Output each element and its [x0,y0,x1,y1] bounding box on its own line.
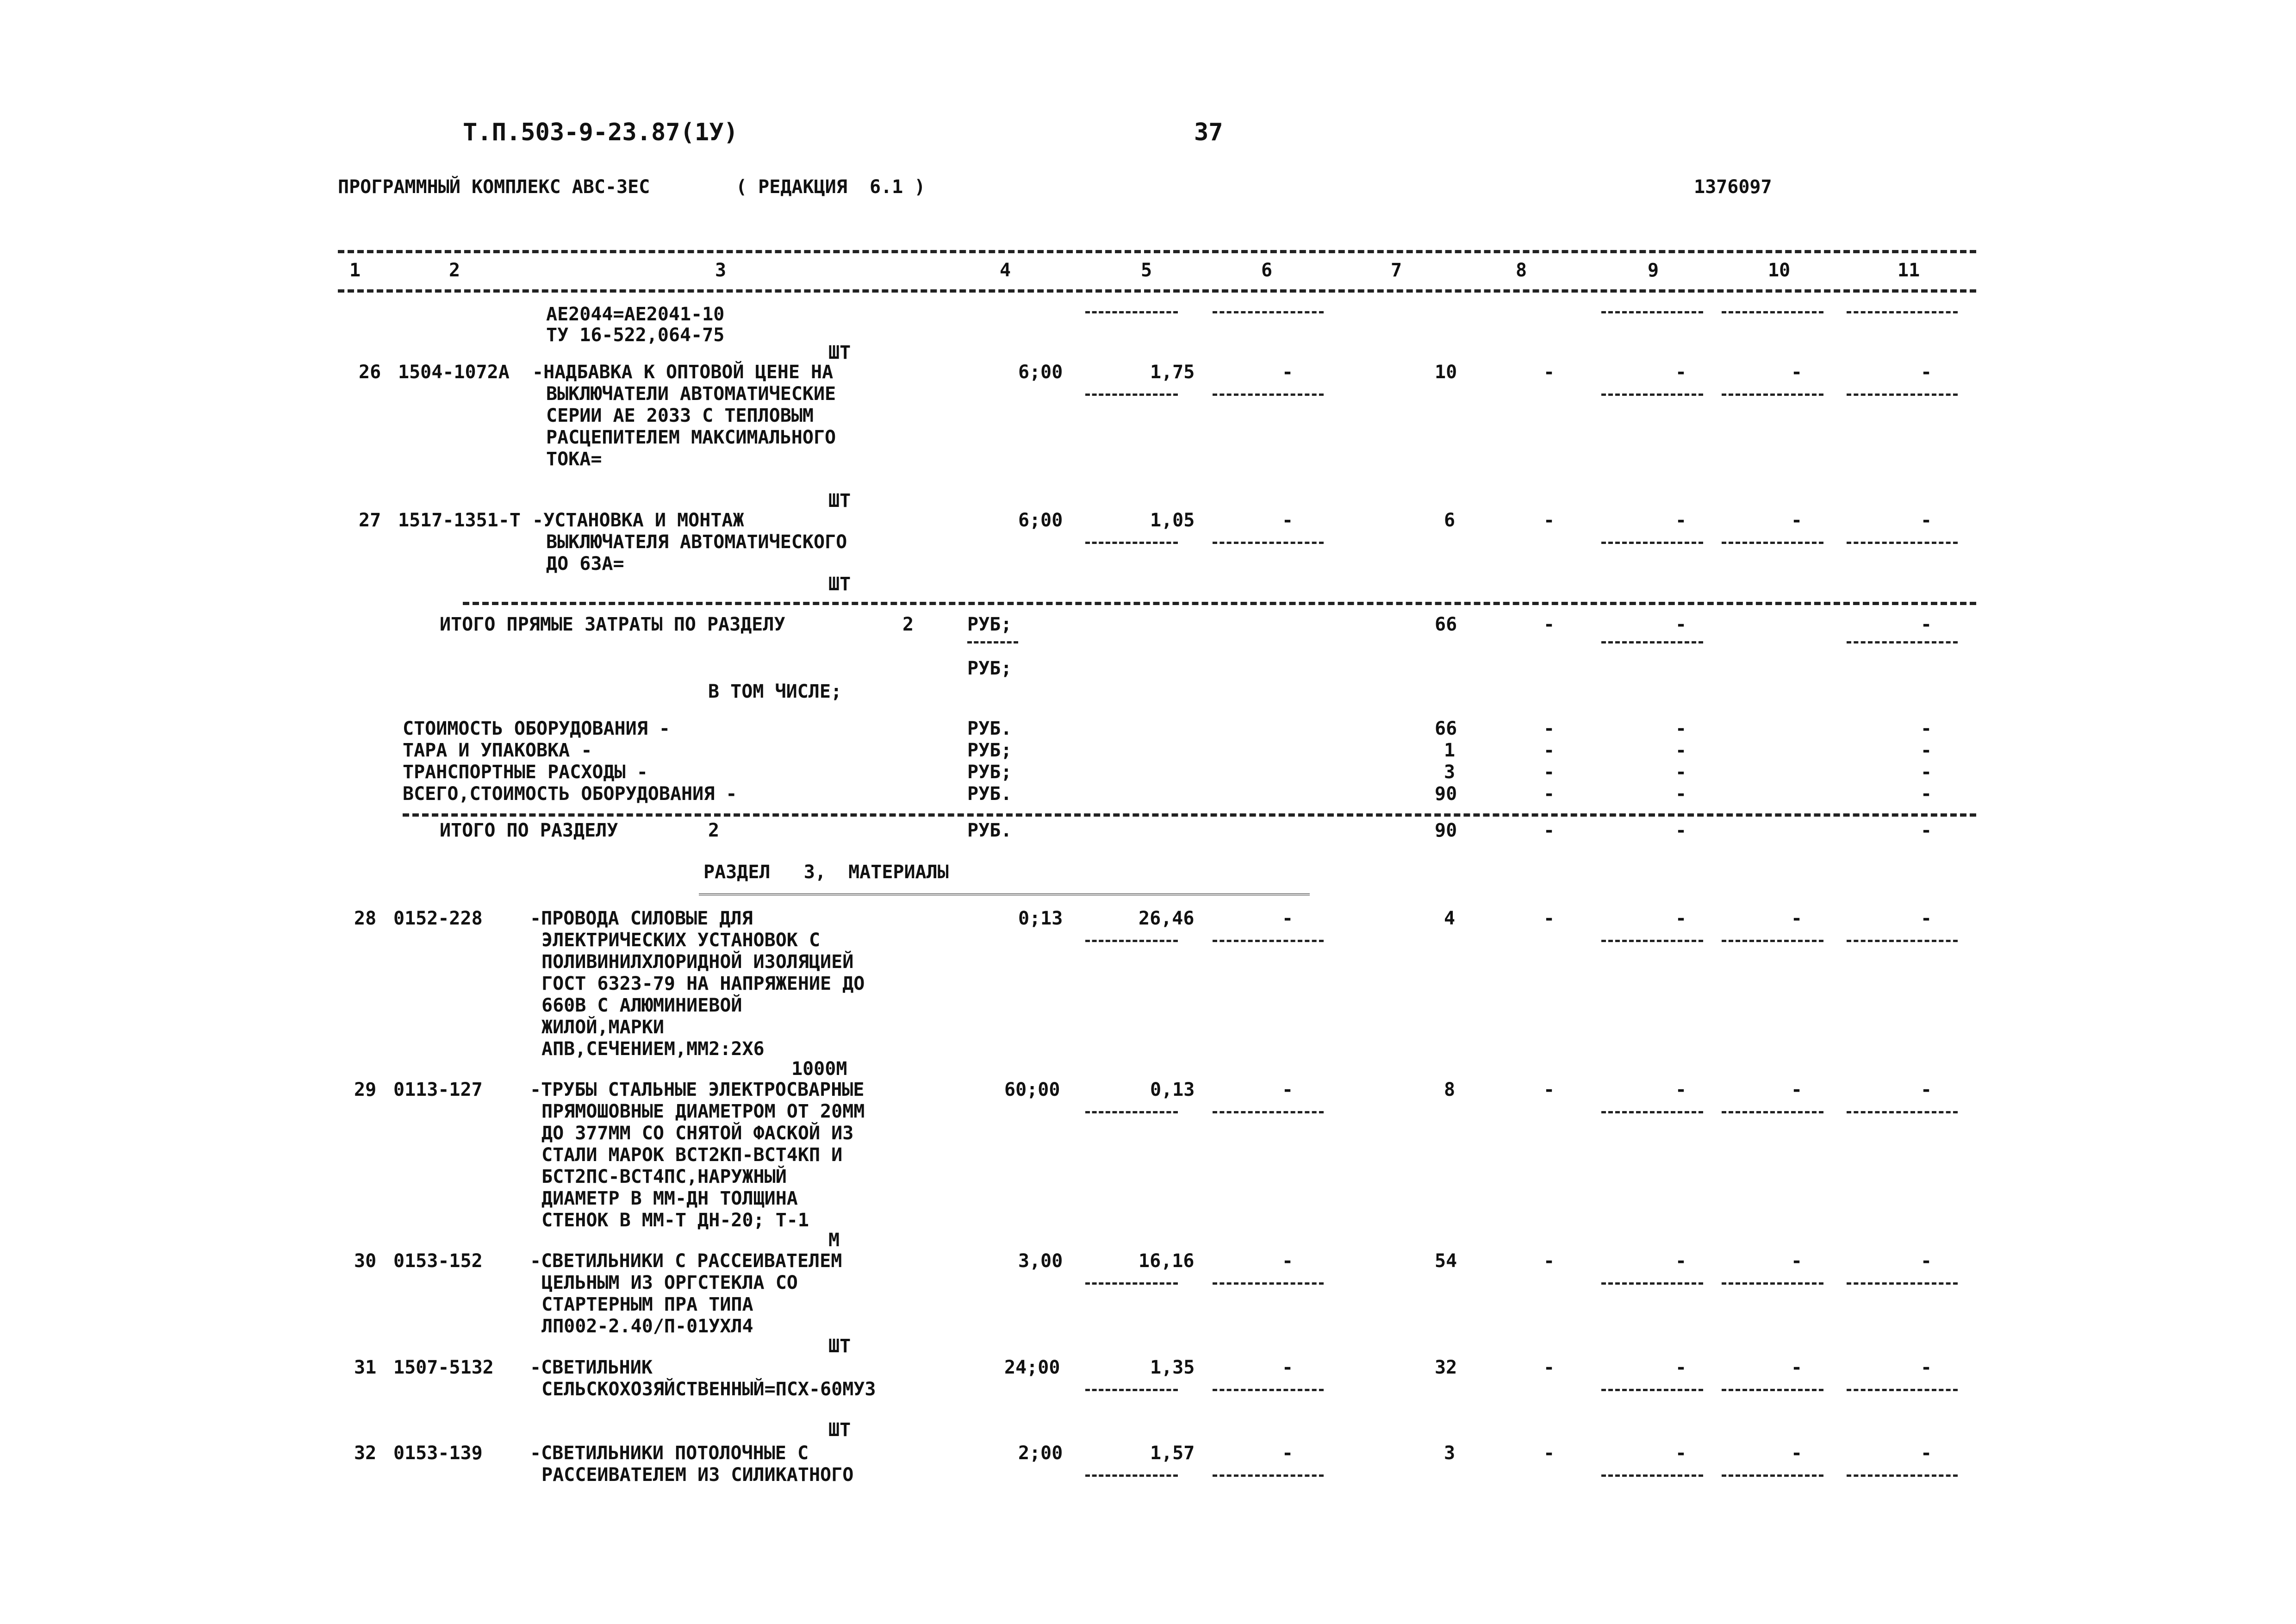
document-id: 1376097 [1694,176,1772,198]
item-description: БСТ2ПС-ВСТ4ПС,НАРУЖНЫЙ [541,1166,787,1187]
item-description: ЖИЛОЙ,МАРКИ [541,1017,664,1038]
cell-total: 10 [1435,362,1457,383]
cell-col10: - [1791,1443,1803,1464]
cell-col8: - [1543,510,1555,531]
breakdown-col8: - [1543,783,1555,805]
cell-col9: - [1675,362,1687,383]
item-unit: ШТ [828,1336,851,1357]
cell-unit-price: 1,75 [1150,362,1195,383]
col-header-2: 2 [449,260,460,281]
item-number: 30 [354,1250,377,1272]
item-description: ДО 63А= [546,553,624,575]
cell-col6: - [1282,908,1294,929]
cell-col10: - [1791,362,1803,383]
item-number: 29 [354,1079,377,1100]
cell-total: 32 [1435,1357,1457,1378]
cell-col6: - [1282,510,1294,531]
item-description: ЦЕЛЬНЫМ ИЗ ОРГСТЕКЛА СО [541,1272,798,1293]
subtotal-rule [463,602,1976,605]
subtotal-col8: - [1543,614,1555,635]
cell-rule [1085,1282,1178,1285]
item-description: ГОСТ 6323-79 НА НАПРЯЖЕНИЕ ДО [541,973,865,994]
cell-unit-price: 1,35 [1150,1357,1195,1378]
cell-rule [1601,1282,1703,1285]
item-description: -СВЕТИЛЬНИКИ ПОТОЛОЧНЫЕ С [530,1443,809,1464]
cell-col6: - [1282,1357,1294,1378]
cell-col10: - [1791,1357,1803,1378]
subtotal-section: 2 [902,614,914,635]
item-unit: 1000М [791,1058,847,1080]
cell-quantity: 3,00 [1018,1250,1063,1272]
cell-col9: - [1675,1079,1687,1100]
cell-col9: - [1675,908,1687,929]
item-description: АПВ,СЕЧЕНИЕМ,ММ2:2Х6 [541,1038,765,1060]
cell-col6: - [1282,362,1294,383]
cell-col11: - [1921,1357,1932,1378]
cell-rule [1085,542,1178,544]
cell-unit-price: 0,13 [1150,1079,1195,1100]
cell-unit-price: 1,05 [1150,510,1195,531]
item-unit: ШТ [828,574,851,595]
item-description: ЭЛЕКТРИЧЕСКИХ УСТАНОВОК С [541,930,821,951]
item-description: СТАРТЕРНЫМ ПРА ТИПА [541,1294,753,1315]
breakdown-col11: - [1921,740,1932,761]
cell-total: 8 [1444,1079,1456,1100]
item-description: ПОЛИВИНИЛХЛОРИДНОЙ ИЗОЛЯЦИЕЙ [541,951,854,973]
cell-rule [1213,1111,1324,1113]
cell-rule [1722,1111,1823,1113]
section-total-unit: РУБ. [967,820,1012,841]
item-description: 660В С АЛЮМИНИЕВОЙ [541,995,742,1016]
item-description: -УСТАНОВКА И МОНТАЖ [532,510,744,531]
item-code: 0152-228 [393,908,483,929]
cell-rule [1213,542,1324,544]
section-total-total: 90 [1435,820,1457,841]
section-total-section: 2 [708,820,720,841]
cell-quantity: 60;00 [1004,1079,1060,1100]
table-header-rule [338,289,1976,293]
cell-rule [1085,1474,1178,1477]
item-number: 32 [354,1443,377,1464]
cell-total: 6 [1444,510,1456,531]
item-description: -ПРОВОДА СИЛОВЫЕ ДЛЯ [530,908,753,929]
cell-rule [1847,1389,1958,1391]
item-unit: ШТ [828,490,851,512]
item-code: 1517-1351-Т [398,510,521,531]
cell-rule [1847,940,1958,942]
item-description: ВЫКЛЮЧАТЕЛИ АВТОМАТИЧЕСКИЕ [546,383,836,405]
breakdown-label: ТРАНСПОРТНЫЕ РАСХОДЫ - [403,762,648,783]
item-description: АЕ2044=АЕ2041-10 [546,304,725,325]
subtotal-col11: - [1921,614,1932,635]
cell-rule [1722,394,1823,396]
breakdown-col9: - [1675,762,1687,783]
col-header-10: 10 [1768,260,1791,281]
cell-rule [1722,940,1823,942]
breakdown-col11: - [1921,783,1932,805]
cell-col11: - [1921,362,1932,383]
item-code: 0153-152 [393,1250,483,1272]
item-description: РАСЦЕПИТЕЛЕМ МАКСИМАЛЬНОГО [546,427,836,448]
item-description: -СВЕТИЛЬНИКИ С РАССЕИВАТЕЛЕМ [530,1250,842,1272]
cell-rule [1601,1111,1703,1113]
cell-rule [1213,1474,1324,1477]
breakdown-total: 90 [1435,783,1457,805]
cell-rule [1847,1474,1958,1477]
item-code: 0113-127 [393,1079,483,1100]
item-description: ТОКА= [546,449,602,470]
breakdown-col9: - [1675,718,1687,739]
cell-unit-price: 26,46 [1139,908,1195,929]
cell-rule [1722,1282,1823,1285]
cell-col8: - [1543,1250,1555,1272]
cell-total: 54 [1435,1250,1457,1272]
cell-rule [1601,641,1703,643]
col-header-1: 1 [349,260,361,281]
col-header-11: 11 [1898,260,1920,281]
item-description: ПРЯМОШОВНЫЕ ДИАМЕТРОМ ОТ 20ММ [541,1101,865,1122]
breakdown-total: 66 [1435,718,1457,739]
cell-rule [1213,1282,1324,1285]
subtotal-unit: РУБ; [967,658,1012,679]
item-description: ДИАМЕТР В ММ-ДН ТОЛЩИНА [541,1188,798,1209]
cell-rule [1847,1282,1958,1285]
col-header-5: 5 [1141,260,1152,281]
cell-rule [1722,542,1823,544]
col-header-9: 9 [1648,260,1659,281]
cell-col8: - [1543,908,1555,929]
cell-rule [1085,940,1178,942]
cell-rule [1085,1111,1178,1113]
item-number: 26 [359,362,381,383]
subtotal-unit: РУБ; [967,614,1012,635]
cell-rule [1601,1389,1703,1391]
item-description: -СВЕТИЛЬНИК [530,1357,653,1378]
cell-col8: - [1543,1357,1555,1378]
cell-rule [1847,1111,1958,1113]
page-number: 37 [1194,119,1223,146]
cell-col9: - [1675,1357,1687,1378]
item-description: СЕЛЬСКОХОЗЯЙСТВЕННЫЙ=ПСХ-60МУЗ [541,1379,876,1400]
breakdown-col8: - [1543,762,1555,783]
item-number: 31 [354,1357,377,1378]
cell-col9: - [1675,510,1687,531]
item-description: -НАДБАВКА К ОПТОВОЙ ЦЕНЕ НА [532,362,834,383]
cell-col6: - [1282,1250,1294,1272]
breakdown-col8: - [1543,740,1555,761]
cell-rule [1601,394,1703,396]
item-description: ТУ 16-522,064-75 [546,325,725,346]
item-number: 27 [359,510,381,531]
section-total-col11: - [1921,820,1932,841]
item-description: СТАЛИ МАРОК ВСТ2КП-ВСТ4КП И [541,1144,843,1166]
cell-quantity: 2;00 [1018,1443,1063,1464]
breakdown-unit: РУБ; [967,762,1012,783]
cell-col10: - [1791,1250,1803,1272]
cell-col11: - [1921,1079,1932,1100]
col-header-6: 6 [1261,260,1273,281]
cell-rule [1722,1474,1823,1477]
breakdown-col9: - [1675,740,1687,761]
cell-col11: - [1921,1250,1932,1272]
item-description: РАССЕИВАТЕЛЕМ ИЗ СИЛИКАТНОГО [541,1464,854,1486]
cell-rule [1601,940,1703,942]
col-header-7: 7 [1391,260,1402,281]
cell-rule [1213,940,1324,942]
item-unit: ШТ [828,1419,851,1441]
item-code: 1504-1072А [398,362,510,383]
breakdown-unit: РУБ; [967,740,1012,761]
item-code: 1507-5132 [393,1357,494,1378]
item-code: 0153-139 [393,1443,483,1464]
cell-rule [1601,542,1703,544]
cell-quantity: 6;00 [1018,510,1063,531]
breakdown-unit: РУБ. [967,783,1012,805]
cell-rule [1722,1389,1823,1391]
cell-rule [1847,641,1958,643]
edition: ( РЕДАКЦИЯ 6.1 ) [736,176,926,198]
cell-col10: - [1791,510,1803,531]
including-label: В ТОМ ЧИСЛЕ; [708,681,842,702]
cell-quantity: 24;00 [1004,1357,1060,1378]
cell-col9: - [1675,1250,1687,1272]
program-name: ПРОГРАММНЫЙ КОМПЛЕКС АВС-3ЕС [338,176,650,198]
subtotal-total: 66 [1435,614,1457,635]
item-description: ЛП002-2.40/П-01УХЛ4 [541,1316,753,1337]
document-code: Т.П.503-9-23.87(1У) [463,119,738,146]
cell-col8: - [1543,362,1555,383]
breakdown-col11: - [1921,718,1932,739]
item-unit: М [828,1230,840,1251]
cell-rule [1085,311,1178,313]
subtotal-col9: - [1675,614,1687,635]
subtotal-label: ИТОГО ПРЯМЫЕ ЗАТРАТЫ ПО РАЗДЕЛУ [440,614,785,635]
breakdown-label: ВСЕГО,СТОИМОСТЬ ОБОРУДОВАНИЯ - [403,783,737,805]
breakdown-total: 1 [1444,740,1456,761]
cell-col10: - [1791,908,1803,929]
item-description: ВЫКЛЮЧАТЕЛЯ АВТОМАТИЧЕСКОГО [546,531,847,553]
section-total-col8: - [1543,820,1555,841]
col-header-3: 3 [715,260,727,281]
breakdown-unit: РУБ. [967,718,1012,739]
cell-col11: - [1921,510,1932,531]
cell-total: 4 [1444,908,1456,929]
section-total-label: ИТОГО ПО РАЗДЕЛУ [440,820,618,841]
cell-rule [967,641,1018,643]
section-total-rule [403,813,1976,817]
cell-col6: - [1282,1443,1294,1464]
breakdown-total: 3 [1444,762,1456,783]
breakdown-label: ТАРА И УПАКОВКА - [403,740,592,761]
item-description: СТЕНОК В ММ-Т ДН-20; Т-1 [541,1210,809,1231]
cell-rule [1085,394,1178,396]
item-description: -ТРУБЫ СТАЛЬНЫЕ ЭЛЕКТРОСВАРНЫЕ [530,1079,865,1100]
item-description: ДО 377ММ СО СНЯТОЙ ФАСКОЙ ИЗ [541,1123,854,1144]
cell-quantity: 6;00 [1018,362,1063,383]
item-number: 28 [354,908,377,929]
col-header-4: 4 [1000,260,1011,281]
cell-unit-price: 1,57 [1150,1443,1195,1464]
col-header-8: 8 [1516,260,1527,281]
cell-col9: - [1675,1443,1687,1464]
cell-col10: - [1791,1079,1803,1100]
cell-total: 3 [1444,1443,1456,1464]
cell-col11: - [1921,1443,1932,1464]
cell-col8: - [1543,1443,1555,1464]
cell-rule [1213,394,1324,396]
cell-rule [1601,311,1703,313]
section-title: РАЗДЕЛ 3, МАТЕРИАЛЫ [703,862,949,883]
breakdown-label: СТОИМОСТЬ ОБОРУДОВАНИЯ - [403,718,670,739]
cell-unit-price: 16,16 [1139,1250,1195,1272]
cell-col8: - [1543,1079,1555,1100]
breakdown-col9: - [1675,783,1687,805]
item-description: СЕРИИ АЕ 2033 С ТЕПЛОВЫМ [546,405,814,426]
breakdown-col8: - [1543,718,1555,739]
section-total-col9: - [1675,820,1687,841]
cell-rule [1847,542,1958,544]
breakdown-col11: - [1921,762,1932,783]
section-title-underline [699,893,1310,895]
cell-col11: - [1921,908,1932,929]
cell-col6: - [1282,1079,1294,1100]
cell-rule [1847,311,1958,313]
cell-rule [1722,311,1823,313]
cell-rule [1601,1474,1703,1477]
cell-rule [1085,1389,1178,1391]
cell-rule [1213,311,1324,313]
cell-rule [1847,394,1958,396]
cell-quantity: 0;13 [1018,908,1063,929]
table-top-rule [338,250,1976,253]
item-unit: ШТ [828,342,851,363]
cell-rule [1213,1389,1324,1391]
